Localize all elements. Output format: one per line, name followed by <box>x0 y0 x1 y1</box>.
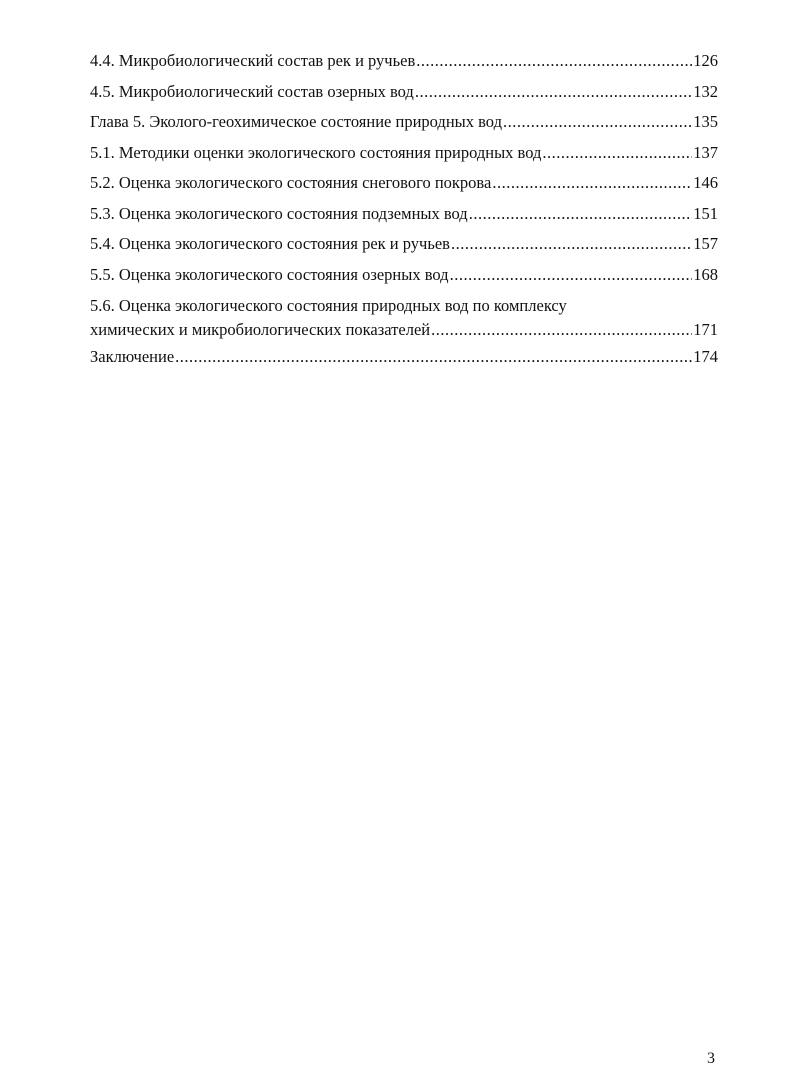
toc-entry-title: 5.1. Методики оценки экологического состояния природных вод <box>90 142 542 162</box>
toc-entry-page: 174 <box>693 347 718 366</box>
toc-leader-dots <box>503 107 692 138</box>
toc-entry-page: 151 <box>693 203 718 223</box>
toc-entry-page: 146 <box>693 173 718 192</box>
toc-leader-dots <box>175 342 692 373</box>
toc-leader-dots <box>416 46 692 77</box>
toc-entry-title: 5.4. Оценка экологического состояния рек и ручьев <box>90 234 450 253</box>
toc-leader-dots <box>492 168 692 199</box>
toc-entry-chapter <box>90 107 718 138</box>
toc-entry-conclusion <box>90 342 718 373</box>
toc-entry-page: 132 <box>693 81 718 101</box>
toc-entry-page: 135 <box>693 112 718 131</box>
toc-entry-title-line2: химических и микробиологических показателей <box>90 320 431 339</box>
toc-entry-title: 5.3. Оценка экологического состояния подземных вод <box>90 203 468 223</box>
toc-entry-title-line1: 5.6. Оценка экологического состояния природных вод по комплексу <box>90 296 567 315</box>
toc-entry-page: 171 <box>693 320 718 339</box>
toc-entry <box>90 138 718 169</box>
toc-leader-dots <box>542 138 692 169</box>
toc-entry-multiline <box>90 294 718 342</box>
toc-entry <box>90 199 718 230</box>
toc-entry-page: 126 <box>693 51 718 70</box>
toc-entry-page: 168 <box>693 264 718 284</box>
toc-entry-title: 4.5. Микробиологический состав озерных вод <box>90 81 414 101</box>
toc-entry-page: 137 <box>693 142 718 162</box>
page-number: 3 <box>707 1050 715 1067</box>
table-of-contents <box>90 46 718 373</box>
toc-entry <box>90 168 718 199</box>
toc-entry <box>90 46 718 77</box>
toc-leader-dots <box>469 199 693 230</box>
toc-leader-dots <box>415 77 692 108</box>
toc-entry-page: 157 <box>693 234 718 253</box>
toc-entry-title: Заключение <box>90 347 175 366</box>
toc-entry-title: 5.5. Оценка экологического состояния озерных вод <box>90 264 449 284</box>
toc-entry-title: Глава 5. Эколого-геохимическое состояние природных вод <box>90 112 502 131</box>
toc-entry-title: 5.2. Оценка экологического состояния снегового покрова <box>90 173 492 192</box>
toc-leader-dots <box>451 229 692 260</box>
toc-leader-dots <box>431 318 692 342</box>
toc-entry <box>90 229 718 260</box>
toc-entry-title-line2-row <box>90 318 718 342</box>
toc-entry <box>90 77 718 108</box>
toc-leader-dots <box>450 260 693 291</box>
toc-entry-title: 4.4. Микробиологический состав рек и ручьев <box>90 51 416 70</box>
toc-entry <box>90 260 718 291</box>
